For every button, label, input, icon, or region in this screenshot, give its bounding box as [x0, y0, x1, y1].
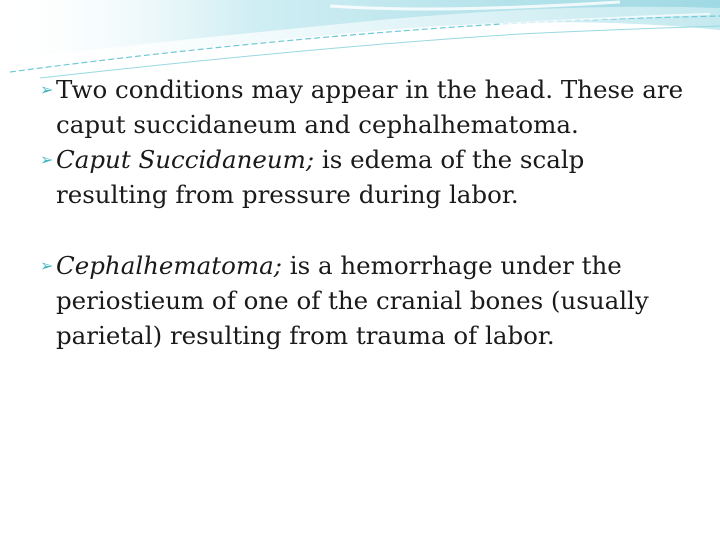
- bullet-lead-term: Cephalhematoma;: [56, 251, 282, 280]
- bullet-text: Two conditions may appear in the head. These are caput succidaneum and cephalhematoma.: [56, 75, 684, 139]
- curve-arrow-bullet-icon: ➢: [40, 80, 54, 99]
- bullet-text: is a hemorrhage under the periostieum of one of the cranial bones (usually parietal) resulting from trauma of labor.: [56, 251, 649, 350]
- bullet-lead-term: Caput Succidaneum;: [56, 145, 315, 174]
- bullet-item: [40, 142, 684, 212]
- bullet-item: [40, 72, 684, 142]
- curve-arrow-bullet-icon: ➢: [40, 150, 54, 169]
- slide-body: [40, 72, 684, 353]
- spacer: [44, 212, 684, 248]
- curve-arrow-bullet-icon: ➢: [40, 256, 54, 275]
- bullet-text: is edema of the scalp resulting from pressure during labor.: [56, 145, 585, 209]
- bullet-item: [40, 248, 684, 353]
